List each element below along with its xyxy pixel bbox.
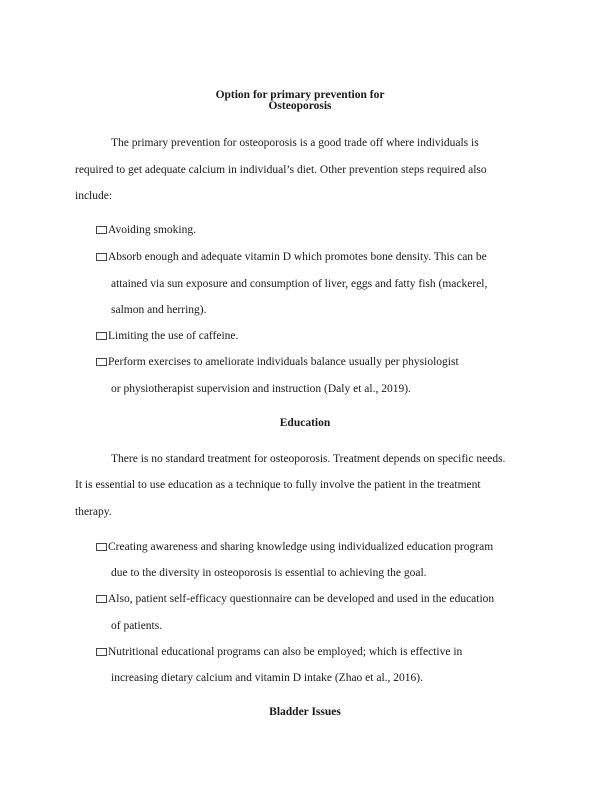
- education-item-3-text-line-1: Nutritional educational programs can also be employed; which is effective in: [108, 646, 463, 658]
- prevention-item-3: [96, 329, 238, 343]
- checkbox-icon: [96, 595, 107, 603]
- education-item-3-text-line-2: increasing dietary calcium and vitamin D intake (Zhao et al., 2016).: [111, 672, 423, 684]
- education-item-3: [96, 645, 462, 659]
- checkbox-icon: [96, 332, 107, 340]
- education-item-2: [96, 592, 494, 606]
- prevention-item-4-text-line-2: or physiotherapist supervision and instruction (Daly et al., 2019).: [111, 383, 411, 395]
- intro-paragraph-line-3: include:: [75, 190, 113, 202]
- education-item-2-text-line-2: of patients.: [111, 620, 163, 632]
- prevention-item-1: [96, 223, 196, 237]
- prevention-item-1-text: Avoiding smoking.: [108, 224, 196, 236]
- prevention-item-4-text-line-1: Perform exercises to ameliorate individuals balance usually per physiologist: [108, 356, 459, 368]
- document-title-line-1: Option for primary prevention for: [215, 89, 385, 101]
- checkbox-icon: [96, 648, 107, 656]
- education-paragraph-line-2: It is essential to use education as a technique to fully involve the patient in the treatment: [75, 479, 481, 491]
- education-item-2-text-line-1: Also, patient self-efficacy questionnaire can be developed and used in the education: [108, 593, 495, 605]
- prevention-item-2: [96, 250, 487, 264]
- checkbox-icon: [96, 226, 107, 234]
- intro-paragraph-line-1: The primary prevention for osteoporosis is a good trade off where individuals is: [111, 137, 479, 149]
- education-item-1-text-line-2: due to the diversity in osteoporosis is essential to achieving the goal.: [111, 567, 427, 579]
- bladder-issues-heading: Bladder Issues: [269, 706, 341, 718]
- prevention-item-2-text-line-3: salmon and herring).: [111, 304, 207, 316]
- checkbox-icon: [96, 253, 107, 261]
- checkbox-icon: [96, 543, 107, 551]
- prevention-item-2-text-line-2: attained via sun exposure and consumption of liver, eggs and fatty fish (mackerel,: [111, 278, 488, 290]
- education-heading: Education: [279, 417, 331, 429]
- prevention-item-3-text: Limiting the use of caffeine.: [108, 330, 239, 342]
- prevention-item-2-text-line-1: Absorb enough and adequate vitamin D which promotes bone density. This can be: [108, 251, 487, 263]
- education-paragraph-line-3: therapy.: [75, 506, 112, 518]
- prevention-item-4: [96, 355, 459, 369]
- education-item-1: [96, 540, 493, 554]
- intro-paragraph-line-2: required to get adequate calcium in individual’s diet. Other prevention steps required also: [75, 164, 487, 176]
- checkbox-icon: [96, 358, 107, 366]
- education-paragraph-line-1: There is no standard treatment for osteoporosis. Treatment depends on specific needs.: [111, 453, 506, 465]
- education-item-1-text-line-1: Creating awareness and sharing knowledge using individualized education program: [108, 541, 494, 553]
- document-title-line-2: Osteoporosis: [268, 100, 332, 112]
